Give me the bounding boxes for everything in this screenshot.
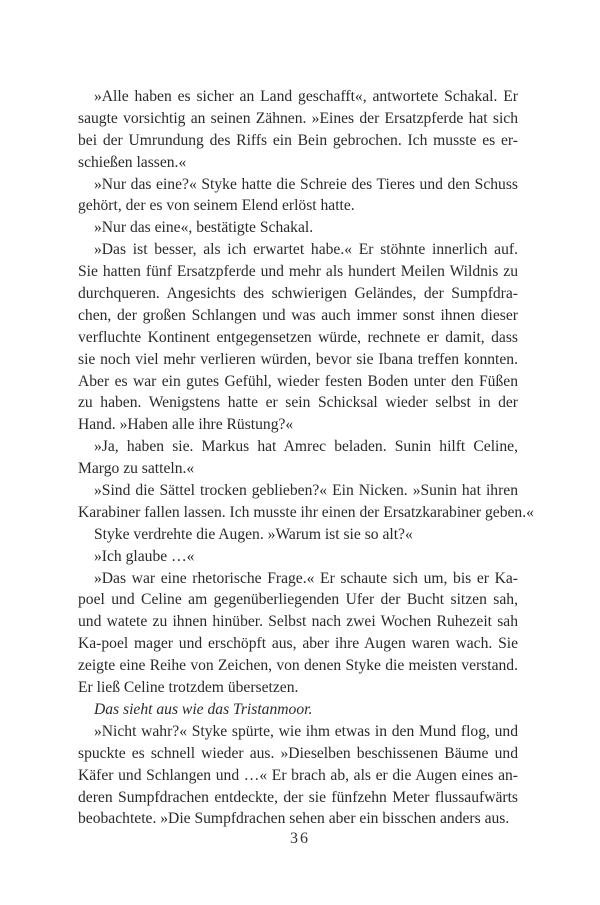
text-line: beobachtete. »Die Sumpfdrachen sehen aber ein bisschen anders aus.: [78, 810, 510, 828]
paragraph: [78, 174, 518, 218]
body-text: [78, 86, 534, 830]
paragraph: [78, 699, 518, 721]
text-line: »Nur das eine?« Styke hatte die Schreie des Tieres und den Schuss: [94, 175, 518, 193]
text-line: sie noch viel mehr verlieren würden, bevor sie Ibana treffen konnten.: [78, 350, 518, 368]
text-line: poel und Celine am gegenüberliegenden Ufer der Bucht sitzen sah,: [78, 591, 518, 609]
text-line: »Sind die Sättel trocken geblieben?« Ein Nicken. »Sunin hat ihren: [94, 482, 518, 500]
paragraph: [78, 436, 518, 480]
text-line: Aber es war ein gutes Gefühl, wieder festen Boden unter den Füßen: [78, 372, 518, 390]
text-line: und watete zu ihnen hinüber. Selbst nach zwei Wochen Ruhezeit sah: [78, 613, 518, 631]
text-line: »Das war eine rhetorische Frage.« Er schaute sich um, bis er Ka-: [94, 569, 518, 587]
text-line: »Alle haben es sicher an Land geschafft«, antwortete Schakal. Er: [94, 88, 518, 105]
text-line: verfluchte Kontinent entgegensetzen würde, rechnete er damit, dass: [78, 328, 518, 346]
paragraph: [78, 217, 518, 239]
paragraph: [78, 239, 518, 436]
text-line: Margo zu satteln.«: [78, 460, 195, 478]
text-line: »Ich glaube …«: [94, 547, 195, 565]
paragraph: [78, 546, 518, 568]
text-line: zu haben. Wenigstens hatte er sein Schicksal wieder selbst in der: [78, 394, 518, 412]
text-line: Käfer und Schlangen und …« Er brach ab, als er die Augen eines an-: [78, 766, 518, 784]
text-line: Hand. »Haben alle ihre Rüstung?«: [78, 416, 294, 434]
text-line: deren Sumpfdrachen entdeckte, der sie fünfzehn Meter flussaufwärts: [78, 788, 518, 806]
paragraph: [78, 524, 518, 546]
text-line: gehört, der es von seinem Elend erlöst hatte.: [78, 197, 355, 215]
text-line: zeigte eine Reihe von Zeichen, von denen Styke die meisten verstand.: [78, 657, 518, 675]
text-line: schießen lassen.«: [78, 153, 187, 171]
text-line: Das sieht aus wie das Tristanmoor.: [94, 700, 313, 718]
text-line: Er ließ Celine trotzdem übersetzen.: [78, 679, 299, 697]
text-line: »Nur das eine«, bestätigte Schakal.: [94, 219, 314, 237]
page-number: 36: [290, 830, 310, 847]
text-line: spuckte es schnell wieder aus. »Dieselben beschissenen Bäume und: [78, 744, 518, 762]
text-line: Karabiner fallen lassen. Ich musste ihr einen der Ersatzkarabiner geben.«: [78, 503, 534, 521]
text-line: chen, der großen Schlangen und was auch immer sonst ihnen dieser: [78, 306, 518, 324]
text-line: »Das ist besser, als ich erwartet habe.« Er stöhnte innerlich auf.: [94, 241, 518, 259]
paragraph: [78, 721, 518, 830]
text-line: Ka-poel mager und erschöpft aus, aber ihre Augen waren wach. Sie: [78, 635, 518, 653]
text-line: Sie hatten fünf Ersatzpferde und mehr als hundert Meilen Wildnis zu: [78, 263, 518, 281]
text-line: Styke verdrehte die Augen. »Warum ist sie so alt?«: [94, 525, 413, 543]
text-line: »Ja, haben sie. Markus hat Amrec beladen. Sunin hilft Celine,: [94, 438, 518, 456]
text-line: »Nicht wahr?« Styke spürte, wie ihm etwas in den Mund flog, und: [94, 722, 518, 740]
text-line: bei der Umrundung des Riffs ein Bein gebrochen. Ich musste es er-: [78, 131, 518, 149]
text-line: saugte vorsichtig an seinen Zähnen. »Eines der Ersatzpferde hat sich: [78, 109, 518, 127]
paragraph: [78, 480, 534, 524]
paragraph: [78, 86, 518, 174]
text-line: durchqueren. Angesichts des schwierigen Geländes, der Sumpfdra-: [78, 285, 518, 303]
paragraph: [78, 568, 518, 699]
